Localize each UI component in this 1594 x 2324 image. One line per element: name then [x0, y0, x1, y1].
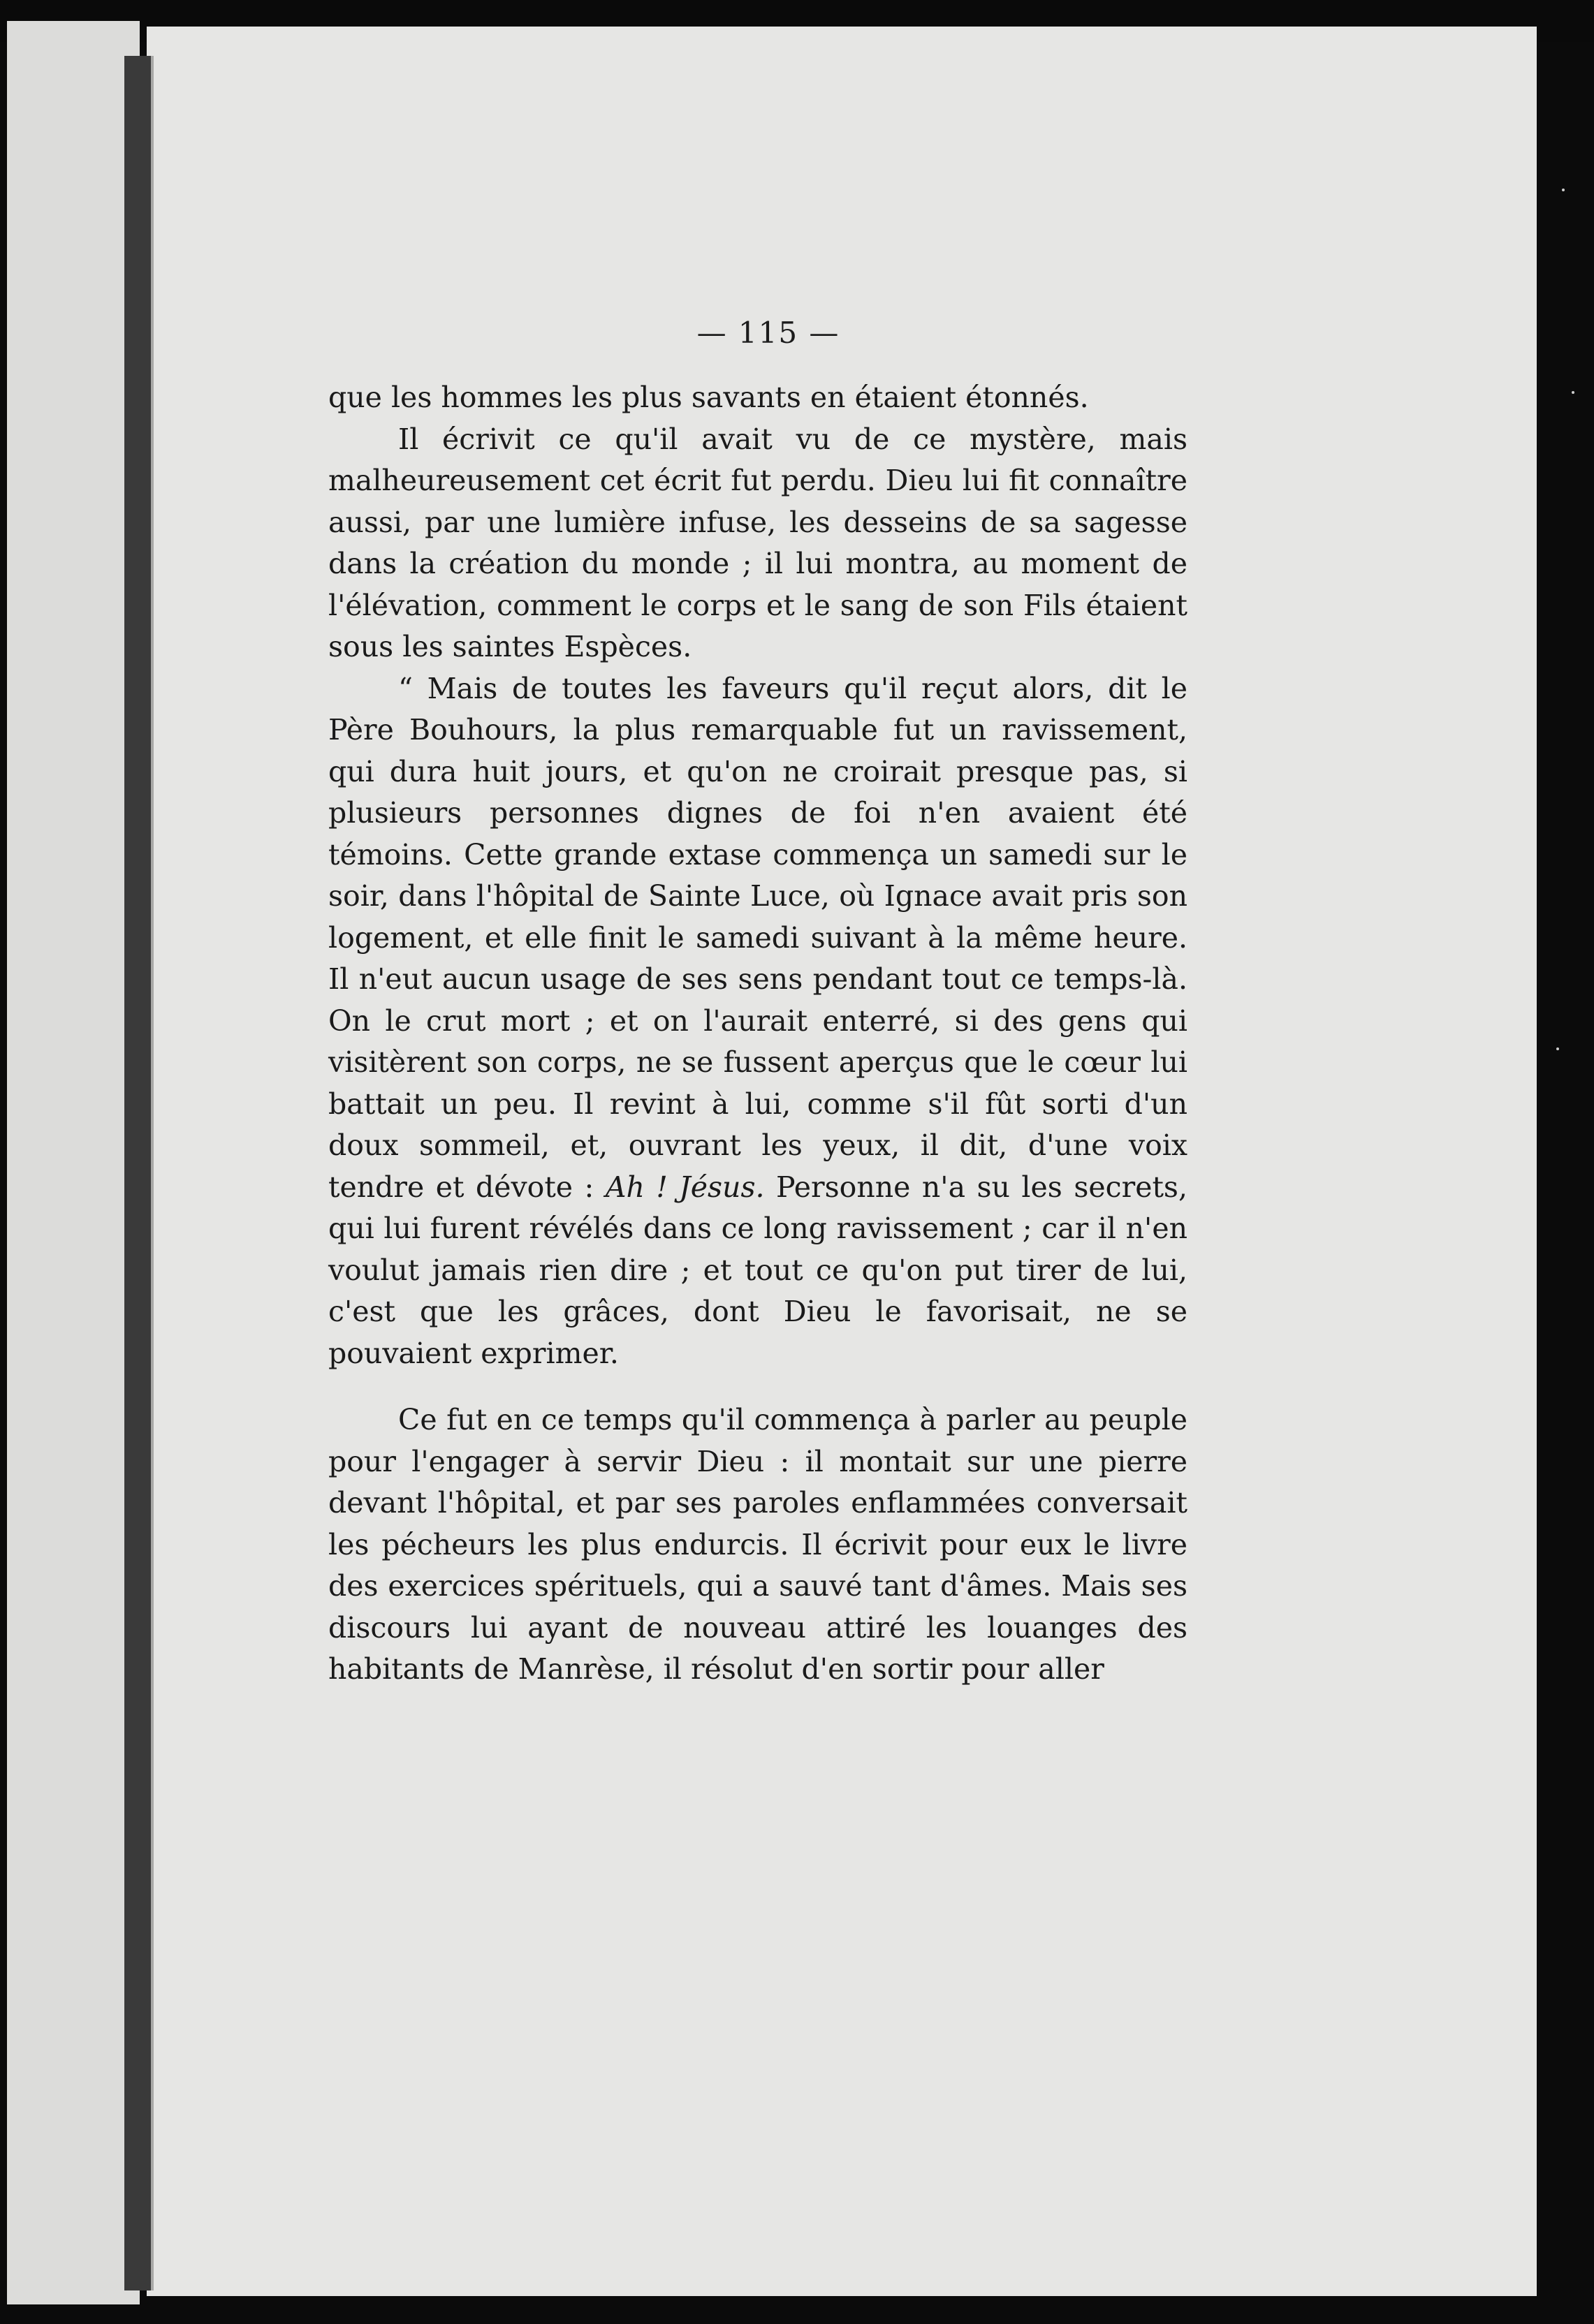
dust-speck: [1556, 1047, 1559, 1050]
paragraph-3-emphasis: Ah ! Jésus.: [605, 1170, 765, 1204]
page-number: — 115 —: [696, 316, 840, 350]
paragraph-1: que les hommes les plus savants en étaient étonnés.: [328, 381, 1089, 414]
book-spine: [124, 56, 151, 2290]
spine-edge-line: [151, 56, 154, 2290]
paragraph-4: Ce fut en ce temps qu'il commença à parler au peuple pour l'engager à servir Dieu : il montait sur une pierre devant l'hôpital, et par ses paroles enflammées conversait les pécheurs les plus endurcis. Il écrivit pour eux le livre des exercices spérituels, qui a sauvé tant d'âmes. Mais ses discours lui ayant de nouveau attiré les louanges des habitants de Manrèse, il résolut d'en sortir pour aller: [328, 1403, 1187, 1686]
dust-speck: [1572, 391, 1574, 394]
page-fold: [7, 21, 140, 2304]
paragraph-3: [328, 668, 1187, 1375]
body-text: [328, 377, 1187, 1691]
paragraph-3-text-after: Personne n'a su les secrets, qui lui furent révélés dans ce long ravissement ; car il n'en voulut jamais rien dire ; et tout ce qu'on put tirer de lui, c'est que les grâces, dont Dieu le favorisait, ne se pouvaient exprimer.: [328, 1170, 1188, 1370]
paragraph-3-text-before: “ Mais de toutes les faveurs qu'il reçut alors, dit le Père Bouhours, la plus remarquable fut un ravissement, qui dura huit jours, et qu'on ne croirait presque pas, si plusieurs personnes dignes de foi n'en avaient été témoins. Cette grande extase commença un samedi sur le soir, dans l'hôpital de Sainte Luce, où Ignace avait pris son logement, et elle finit le samedi suivant à la même heure. Il n'eut aucun usage de ses sens pendant tout ce temps-là. On le crut mort ; et on l'aurait enterré, si des gens qui visitèrent son corps, ne se fussent aperçus que le cœur lui battait un peu. Il revint à lui, comme s'il fût sorti d'un doux sommeil, et, ouvrant les yeux, il dit, d'une voix tendre et dévote :: [328, 671, 1187, 1204]
paragraph-2: Il écrivit ce qu'il avait vu de ce mystère, mais malheureusement cet écrit fut perdu. Dieu lui fit connaître aussi, par une lumière infuse, les desseins de sa sagesse dans la création du monde ; il lui montra, au moment de l'élévation, comment le corps et le sang de son Fils étaient sous les saintes Espèces.: [328, 422, 1187, 663]
dust-speck: [1562, 189, 1565, 191]
